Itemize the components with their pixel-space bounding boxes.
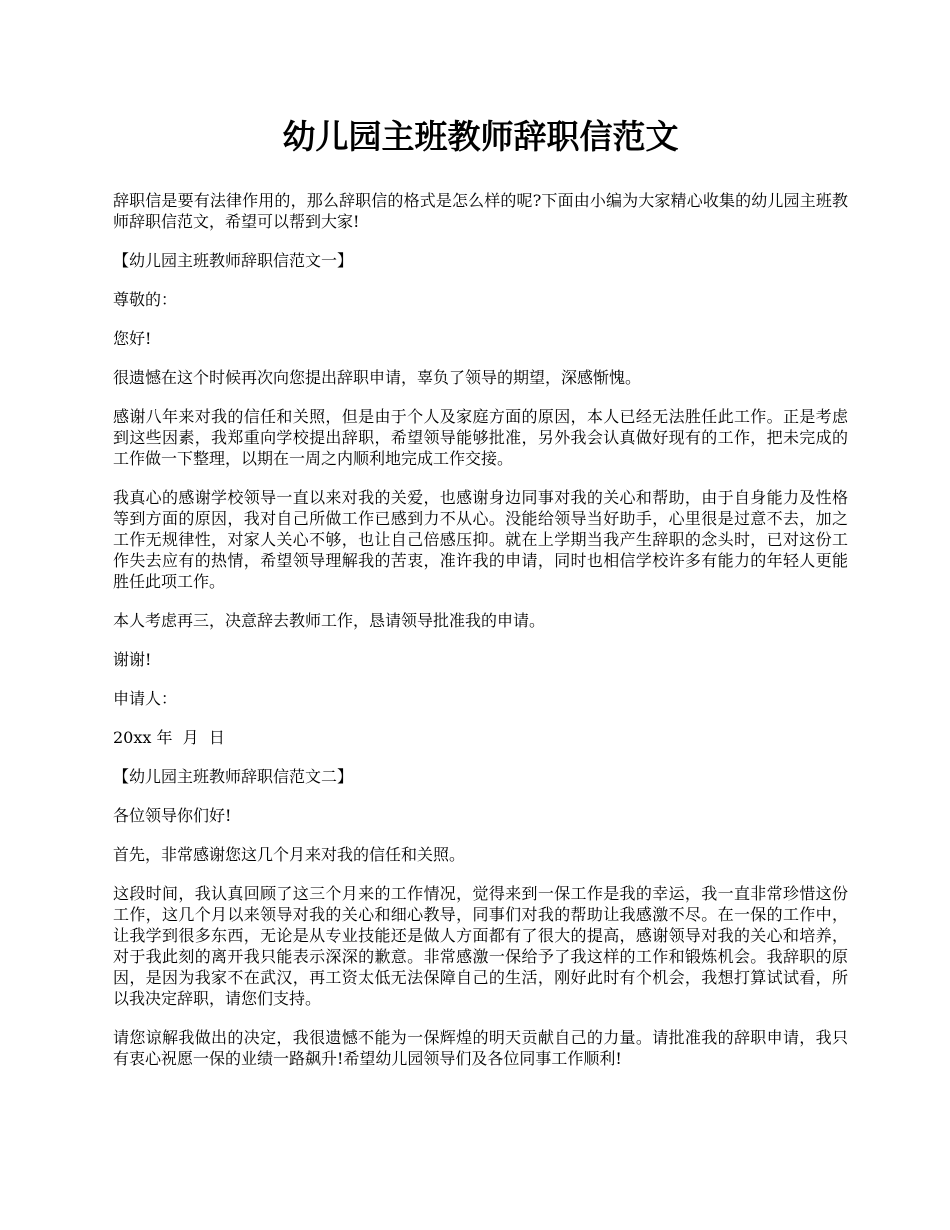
salutation: 各位领导你们好! [113, 806, 232, 825]
salutation: 尊敬的： [113, 290, 178, 309]
body-paragraph: 我真心的感谢学校领导一直以来对我的关爱，也感谢身边同事对我的关心和帮助，由于自身能力及性格等到方面的原因，我对自己所做工作已感到力不从心。没能给领导当好助手，心里很是过意不去，加之工作无规律性，对家人关心不够，也让自己倍感压抑。就在上学期当我产生辞职的念头时，已对这份工作失去应有的热情，希望领导理解我的苦衷，准许我的申请，同时也相信学校许多有能力的年轻人更能胜任此项工作。 [113, 488, 848, 591]
greeting: 您好! [113, 329, 152, 348]
document-title: 幼儿园主班教师辞职信范文 [282, 117, 679, 156]
thanks-line: 谢谢! [113, 650, 152, 669]
body-paragraph: 首先，非常感谢您这几个月来对我的信任和关照。 [113, 845, 466, 864]
applicant-line: 申请人： [113, 689, 178, 708]
date-line: 20xx 年 月 日 [113, 728, 225, 747]
intro-paragraph: 辞职信是要有法律作用的，那么辞职信的格式是怎么样的呢?下面由小编为大家精心收集的幼儿园主班教师辞职信范文，希望可以帮到大家! [113, 191, 848, 231]
document-page [113, 112, 848, 1087]
section-heading-1: 【幼儿园主班教师辞职信范文一】 [113, 251, 354, 270]
section-heading-2: 【幼儿园主班教师辞职信范文二】 [113, 767, 354, 786]
body-paragraph: 本人考虑再三，决意辞去教师工作，恳请领导批准我的申请。 [113, 611, 546, 630]
body-paragraph: 这段时间，我认真回顾了这三个月来的工作情况，觉得来到一保工作是我的幸运，我一直非常珍惜这份工作，这几个月以来领导对我的关心和细心教导，同事们对我的帮助让我感激不尽。在一保的工作中，让我学到很多东西，无论是从专业技能还是做人方面都有了很大的提高，感谢领导对我的关心和培养，对于我此刻的离开我只能表示深深的歉意。非常感激一保给予了我这样的工作和锻炼机会。我辞职的原因，是因为我家不在武汉，再工资太低无法保障自己的生活，刚好此时有个机会，我想打算试试看，所以我决定辞职，请您们支持。 [113, 884, 848, 1008]
body-paragraph: 很遗憾在这个时候再次向您提出辞职申请，辜负了领导的期望，深感惭愧。 [113, 368, 642, 387]
body-paragraph: 感谢八年来对我的信任和关照，但是由于个人及家庭方面的原因，本人已经无法胜任此工作。正是考虑到这些因素，我郑重向学校提出辞职，希望领导能够批准，另外我会认真做好现有的工作，把未完成的工作做一下整理，以期在一周之内顺利地完成工作交接。 [113, 407, 848, 468]
body-paragraph: 请您谅解我做出的决定，我很遗憾不能为一保辉煌的明天贡献自己的力量。请批准我的辞职申请，我只有衷心祝愿一保的业绩一路飙升!希望幼儿园领导们及各位同事工作顺利! [113, 1028, 848, 1068]
